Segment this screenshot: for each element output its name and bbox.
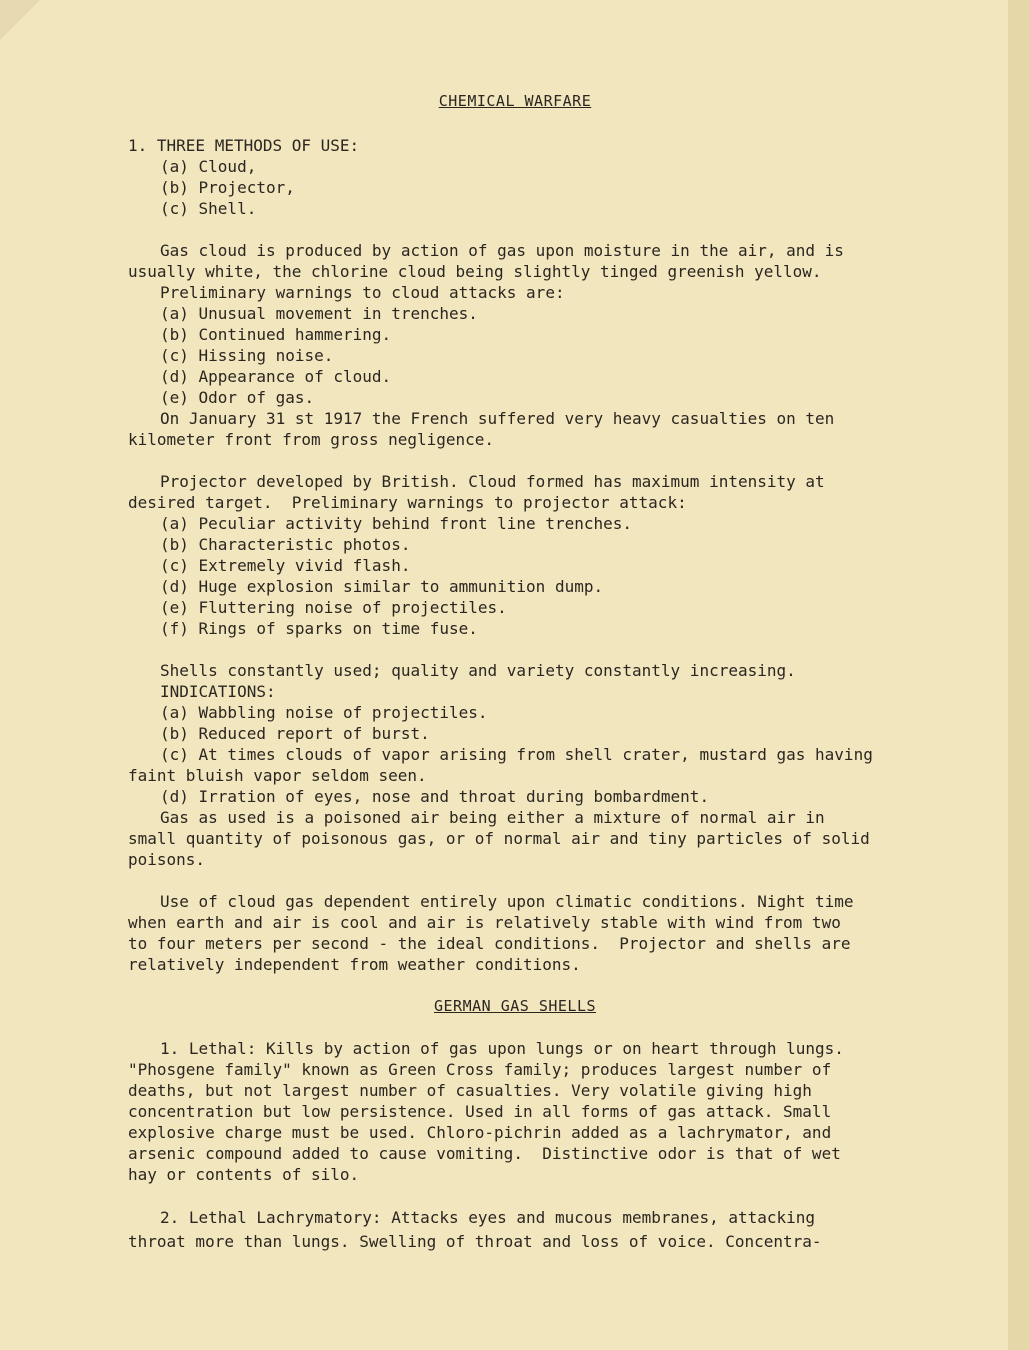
shells-indications-label: INDICATIONS: bbox=[160, 682, 276, 701]
lachrymatory-paragraph-line: throat more than lungs. Swelling of throat and loss of voice. Concentra- bbox=[128, 1232, 822, 1251]
lethal-paragraph-line: hay or contents of silo. bbox=[128, 1165, 360, 1184]
cloud-paragraph-line: usually white, the chlorine cloud being slightly tinged greenish yellow. bbox=[128, 262, 822, 281]
conditions-paragraph-line: to four meters per second - the ideal conditions. Projector and shells are bbox=[128, 934, 851, 953]
method-item: (a) Cloud, bbox=[160, 157, 257, 176]
shell-indication-item: (b) Reduced report of burst. bbox=[160, 724, 430, 743]
lethal-paragraph-line: 1. Lethal: Kills by action of gas upon lungs or on heart through lungs. bbox=[160, 1039, 844, 1058]
lethal-paragraph-line: "Phosgene family" known as Green Cross family; produces largest number of bbox=[128, 1060, 832, 1079]
shell-indication-item: (a) Wabbling noise of projectiles. bbox=[160, 703, 488, 722]
conditions-paragraph-line: when earth and air is cool and air is relatively stable with wind from two bbox=[128, 913, 841, 932]
cloud-warning-item: (d) Appearance of cloud. bbox=[160, 367, 392, 386]
projector-paragraph-line: Projector developed by British. Cloud formed has maximum intensity at bbox=[160, 472, 825, 491]
shells-paragraph-line: small quantity of poisonous gas, or of normal air and tiny particles of solid bbox=[128, 829, 870, 848]
projector-warning-item: (a) Peculiar activity behind front line trenches. bbox=[160, 514, 633, 533]
projector-warning-item: (c) Extremely vivid flash. bbox=[160, 556, 411, 575]
lachrymatory-paragraph-line: 2. Lethal Lachrymatory: Attacks eyes and mucous membranes, attacking bbox=[160, 1208, 816, 1227]
shells-paragraph-line: poisons. bbox=[128, 850, 206, 869]
cloud-paragraph-line: Gas cloud is produced by action of gas upon moisture in the air, and is bbox=[160, 241, 844, 260]
projector-warning-item: (d) Huge explosion similar to ammunition dump. bbox=[160, 577, 604, 596]
shells-paragraph-line: Gas as used is a poisoned air being either a mixture of normal air in bbox=[160, 808, 825, 827]
shell-indication-item: (d) Irration of eyes, nose and throat during bombardment. bbox=[160, 787, 710, 806]
document-title: CHEMICAL WARFARE bbox=[438, 92, 592, 110]
cloud-paragraph-line: On January 31 st 1917 the French suffered very heavy casualties on ten bbox=[160, 409, 835, 428]
cloud-warning-item: (a) Unusual movement in trenches. bbox=[160, 304, 478, 323]
paper-edge-shade bbox=[1008, 0, 1030, 1350]
cloud-warning-item: (b) Continued hammering. bbox=[160, 325, 392, 344]
projector-warning-item: (b) Characteristic photos. bbox=[160, 535, 411, 554]
shell-indication-item: faint bluish vapor seldom seen. bbox=[128, 766, 427, 785]
lethal-paragraph-line: explosive charge must be used. Chloro-pichrin added as a lachrymator, and bbox=[128, 1123, 832, 1142]
section-title: GERMAN GAS SHELLS bbox=[433, 997, 597, 1015]
lethal-paragraph-line: deaths, but not largest number of casualties. Very volatile giving high bbox=[128, 1081, 812, 1100]
lethal-paragraph-line: concentration but low persistence. Used in all forms of gas attack. Small bbox=[128, 1102, 832, 1121]
paper-corner-fold bbox=[0, 0, 40, 40]
conditions-paragraph-line: Use of cloud gas dependent entirely upon climatic conditions. Night time bbox=[160, 892, 854, 911]
cloud-paragraph-line: kilometer front from gross negligence. bbox=[128, 430, 495, 449]
cloud-warning-item: (e) Odor of gas. bbox=[160, 388, 315, 407]
methods-header: 1. THREE METHODS OF USE: bbox=[128, 136, 360, 155]
projector-warning-item: (e) Fluttering noise of projectiles. bbox=[160, 598, 507, 617]
shells-paragraph-line: Shells constantly used; quality and variety constantly increasing. bbox=[160, 661, 796, 680]
conditions-paragraph-line: relatively independent from weather conditions. bbox=[128, 955, 581, 974]
method-item: (c) Shell. bbox=[160, 199, 257, 218]
lethal-paragraph-line: arsenic compound added to cause vomiting. Distinctive odor is that of wet bbox=[128, 1144, 841, 1163]
projector-warning-item: (f) Rings of sparks on time fuse. bbox=[160, 619, 478, 638]
shell-indication-item: (c) At times clouds of vapor arising from shell crater, mustard gas having bbox=[160, 745, 873, 764]
cloud-warning-item: (c) Hissing noise. bbox=[160, 346, 334, 365]
cloud-paragraph-line: Preliminary warnings to cloud attacks are: bbox=[160, 283, 565, 302]
projector-paragraph-line: desired target. Preliminary warnings to projector attack: bbox=[128, 493, 687, 512]
method-item: (b) Projector, bbox=[160, 178, 295, 197]
